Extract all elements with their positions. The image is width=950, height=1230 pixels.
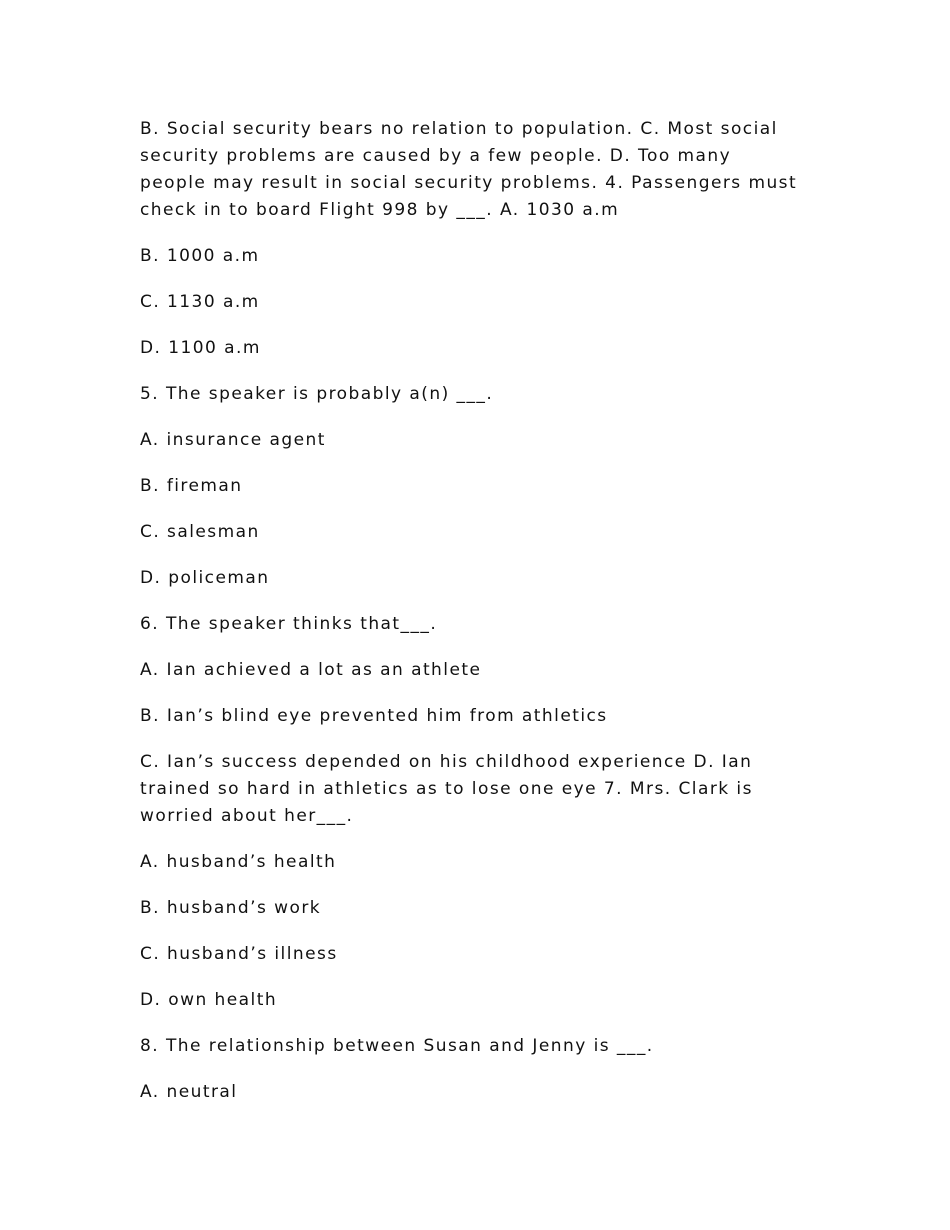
document-body [140, 116, 800, 1106]
option-7a: A. husband’s health [140, 852, 337, 872]
option-7c: C. husband’s illness [140, 944, 338, 964]
question-8: 8. The relationship between Susan and Jenny is ___. [140, 1036, 654, 1056]
option-5a: A. insurance agent [140, 430, 326, 450]
option-4d: D. 1100 a.m [140, 338, 261, 358]
option-5d: D. policeman [140, 568, 270, 588]
option-5b: B. fireman [140, 476, 243, 496]
option-4b: B. 1000 a.m [140, 246, 260, 266]
paragraph-question-3-options-and-question-4: B. Social security bears no relation to population. C. Most social security problems are caused by a few people. D. Too many people may result in social security problems. 4. Passengers must check in to board Flight 998 by ___. A. 1030 a.m [140, 119, 798, 220]
option-4c: C. 1130 a.m [140, 292, 260, 312]
paragraph-options-6-and-question-7: C. Ian’s success depended on his childhood experience D. Ian trained so hard in athletics as to lose one eye 7. Mrs. Clark is worried about her___. [140, 752, 753, 826]
option-7d: D. own health [140, 990, 278, 1010]
question-5: 5. The speaker is probably a(n) ___. [140, 384, 494, 404]
option-7b: B. husband’s work [140, 898, 322, 918]
option-5c: C. salesman [140, 522, 260, 542]
question-6: 6. The speaker thinks that___. [140, 614, 438, 634]
option-8a: A. neutral [140, 1082, 238, 1102]
option-6a: A. Ian achieved a lot as an athlete [140, 660, 482, 680]
option-6b: B. Ian’s blind eye prevented him from athletics [140, 706, 608, 726]
